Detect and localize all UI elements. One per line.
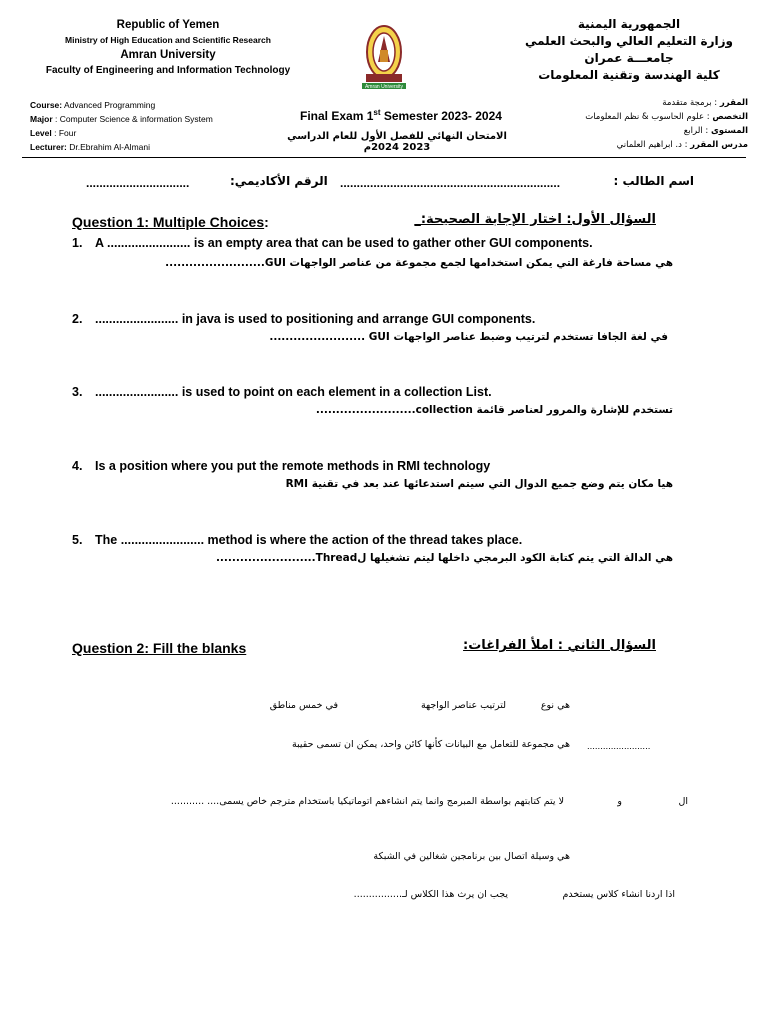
q1-item-4-en: 4. Is a position where you put the remote methods in RMI technology bbox=[72, 459, 491, 473]
q2-line2-b[interactable]: ........................ bbox=[587, 741, 651, 752]
university-en: Amran University bbox=[120, 49, 216, 61]
logo-text: Amran University bbox=[364, 84, 404, 90]
header-left bbox=[18, 18, 318, 78]
level-label: Level bbox=[30, 128, 52, 138]
country-ar: الجمهورية اليمنية bbox=[577, 17, 681, 31]
q1-heading-ar: السؤال الأول: اختار الإجابة الصحيحة:_ bbox=[414, 212, 656, 227]
ministry-en: Ministry of High Education and Scientific Research bbox=[65, 35, 271, 45]
q2-line3-c: لا يتم كتابتهم بواسطة المبرمج وانما يتم انشاءهم اتوماتيكيا باستخدام مترجم خاص يسمى.... ........... bbox=[170, 796, 564, 807]
level-value-ar: : الرابع bbox=[683, 126, 709, 136]
q2-line1-b: لترتيب عناصر الواجهة bbox=[420, 700, 506, 711]
lecturer-value: Dr.Ebrahim Al-Almani bbox=[69, 142, 150, 152]
course-label: Course: bbox=[30, 100, 63, 110]
exam-title-ar: الامتحان النهائي للفصل الأول للعام الدراسي 2023 2024م bbox=[287, 131, 507, 153]
q2-heading-en: Question 2: Fill the blanks bbox=[72, 640, 247, 656]
faculty-en: Faculty of Engineering and Information Technology bbox=[45, 65, 291, 76]
country-en: Republic of Yemen bbox=[116, 19, 220, 31]
q2-line5-a: اذا اردنا انشاء كلاس يستخدم bbox=[562, 889, 675, 900]
course-info-en bbox=[30, 98, 213, 154]
major-value-ar: : علوم الحاسوب & نظم المعلومات bbox=[585, 112, 710, 122]
ministry-ar: وزارة التعليم العالي والبحث العلمي bbox=[524, 34, 734, 48]
q2-line3-b: و bbox=[617, 796, 622, 807]
faculty-ar: كلية الهندسة وتقنية المعلومات bbox=[538, 68, 720, 82]
student-name-dots[interactable]: .................................................................. bbox=[340, 176, 561, 190]
header-right bbox=[514, 16, 744, 84]
lecturer-value-ar: : د. ابراهيم العلماني bbox=[616, 140, 688, 150]
q2-line3-a: ال bbox=[678, 796, 688, 807]
q2-line4: هي وسيلة اتصال بين برنامجين شغالين في الشبكة bbox=[373, 851, 570, 862]
q2-line2-a: هي مجموعة للتعامل مع البيانات كأنها كائن واحد، يمكن ان تسمى حقيبة bbox=[291, 739, 570, 750]
level-label-ar: المستوى bbox=[710, 126, 748, 136]
q1-item-2-ar: في لغة الجافا تستخدم لترتيب وضبط عناصر الواجهات GUI ........................ bbox=[269, 331, 668, 343]
major-label-ar: التخصص bbox=[712, 112, 748, 122]
q2-line1-c: في خمس مناطق bbox=[269, 700, 338, 711]
university-logo bbox=[352, 22, 416, 100]
university-ar: جامعـــة عمران bbox=[584, 51, 674, 65]
course-value-ar: : برمجة متقدمة bbox=[662, 98, 718, 108]
academic-id-dots[interactable]: ............................... bbox=[86, 176, 190, 190]
header-divider bbox=[22, 157, 746, 158]
academic-id-label: الرقم الأكاديمي: bbox=[230, 174, 328, 188]
student-name-label: اسم الطالب : bbox=[613, 174, 694, 188]
lecturer-label: Lecturer: bbox=[30, 142, 67, 152]
course-label-ar: المقرر bbox=[719, 98, 748, 108]
major-value: : Computer Science & information System bbox=[55, 114, 213, 124]
course-info-ar bbox=[558, 96, 748, 152]
q1-item-1-ar: هي مساحة فارغة التي يمكن استخدامها لجمع مجموعة من عناصر الواجهات GUI......................... bbox=[165, 257, 673, 269]
q1-item-2-en: 2. ........................ in java is used to positioning and arrange GUI components. bbox=[72, 312, 536, 326]
q1-item-3-ar: تستخدم للإشارة والمرور لعناصر قائمة collection......................... bbox=[315, 404, 673, 416]
exam-title-en: Final Exam 1st Semester 2023- 2024 bbox=[300, 108, 502, 123]
lecturer-label-ar: مدرس المقرر bbox=[690, 140, 748, 150]
q1-item-3-en: 3. ........................ is used to point on each element in a collection List. bbox=[72, 385, 492, 399]
level-value: : Four bbox=[54, 128, 77, 138]
q1-item-5-ar: هي الدالة التي يتم كتابة الكود البرمجي داخلها ليتم تشغيلها لThread......................... bbox=[215, 552, 673, 564]
course-value: Advanced Programming bbox=[64, 100, 156, 110]
q1-item-5-en: 5. The ........................ method is where the action of the thread takes place. bbox=[72, 533, 523, 547]
q2-line1-a: هي نوع bbox=[540, 700, 570, 711]
q1-item-1-en: 1. A ........................ is an empty area that can be used to gather other GUI components. bbox=[72, 236, 593, 250]
q1-item-4-ar: هيا مكان يتم وضع جميع الدوال التي سيتم استدعائها عند بعد في تقنية RMI bbox=[285, 478, 673, 490]
q1-heading-en: Question 1: Multiple Choices: bbox=[72, 214, 269, 230]
q2-line5-b: يجب ان يرث هذا الكلاس لـ................ bbox=[353, 889, 508, 900]
q2-heading-ar: السؤال الثاني : املأ الفراغات: bbox=[463, 638, 656, 653]
major-label: Major bbox=[30, 114, 53, 124]
